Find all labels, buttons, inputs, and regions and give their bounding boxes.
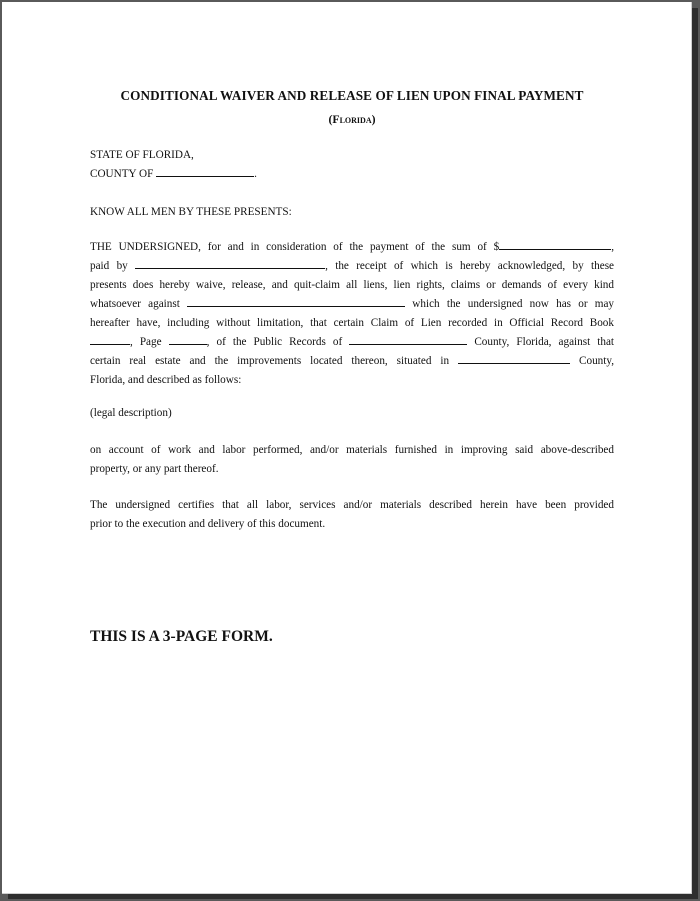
cert-line-2: prior to the execution and delivery of this document.	[90, 518, 326, 530]
document-page	[2, 2, 692, 894]
work-line-2: property, or any part thereof.	[90, 463, 219, 475]
body-line-4-end: which the undersigned now has or may	[412, 298, 615, 310]
certification-paragraph	[90, 496, 614, 534]
state-line: STATE OF FLORIDA,	[90, 149, 194, 161]
page-shadow-bottom	[8, 894, 698, 899]
county-line	[90, 165, 614, 184]
cert-line-1: The undersigned certifies that all labor, services and/or materials described herein have been provided	[90, 499, 614, 511]
body-line-7-start: certain real estate and the improvements located thereon, situated in	[90, 355, 450, 367]
document-subtitle: (Florida)	[328, 112, 376, 126]
body-line-1-end: ,	[611, 241, 614, 253]
legal-description-block	[90, 404, 614, 423]
body-line-4	[90, 295, 614, 314]
body-line-6	[90, 333, 614, 352]
work-paragraph	[90, 441, 614, 479]
body-line-1-text: THE UNDERSIGNED, for and in consideration of the payment of the sum of $	[90, 241, 500, 253]
county-prefix: COUNTY OF	[90, 168, 154, 180]
body-line-6-page: , Page	[130, 336, 162, 348]
body-line-6-records: , of the Public Records of	[206, 336, 343, 348]
county-suffix: .	[254, 168, 257, 180]
body-paragraph	[90, 238, 614, 390]
body-line-3: presents does hereby waive, release, and quit-claim all liens, lien rights, claims or demands of every kind	[90, 279, 614, 291]
venue-block	[90, 146, 614, 184]
county-blank[interactable]	[156, 165, 254, 177]
against-blank[interactable]	[187, 295, 405, 307]
know-all-line: KNOW ALL MEN BY THESE PRESENTS:	[90, 206, 292, 218]
know-all-block	[90, 203, 614, 222]
page-count-notice: THIS IS A 3-PAGE FORM.	[90, 628, 273, 645]
body-line-5: hereafter have, including without limitation, that certain Claim of Lien recorded in Official Record Book	[90, 317, 614, 329]
page-blank[interactable]	[169, 333, 207, 345]
body-line-2-end: , the receipt of which is hereby acknowledged, by these	[325, 260, 615, 272]
record-book-blank[interactable]	[90, 333, 130, 345]
document-title: CONDITIONAL WAIVER AND RELEASE OF LIEN UPON FINAL PAYMENT	[120, 88, 584, 103]
body-line-7-end: County,	[579, 355, 615, 367]
body-line-2	[90, 257, 614, 276]
paid-by-blank[interactable]	[135, 257, 325, 269]
body-line-2-start: paid by	[90, 260, 128, 272]
body-line-7	[90, 352, 614, 371]
body-line-1	[90, 238, 614, 257]
page-shadow-right	[692, 8, 698, 898]
situated-county-blank[interactable]	[458, 352, 570, 364]
legal-description: (legal description)	[90, 407, 172, 419]
body-line-6-end: County, Florida, against that	[474, 336, 615, 348]
records-county-blank[interactable]	[349, 333, 467, 345]
body-line-8: Florida, and described as follows:	[90, 374, 242, 386]
body-line-4-start: whatsoever against	[90, 298, 180, 310]
sum-blank[interactable]	[499, 238, 611, 250]
work-line-1: on account of work and labor performed, and/or materials furnished in improving said above-described	[90, 444, 614, 456]
